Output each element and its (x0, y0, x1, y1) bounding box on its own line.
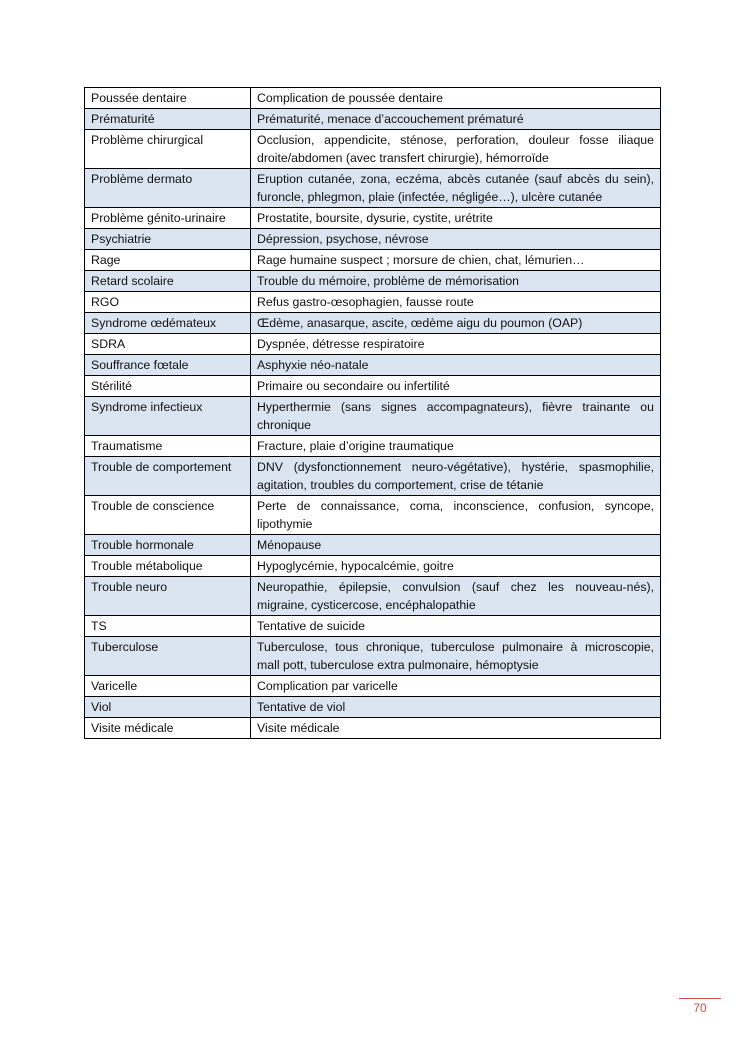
term-cell: Problème génito-urinaire (85, 208, 251, 229)
term-cell: Syndrome infectieux (85, 397, 251, 436)
table-row (85, 88, 661, 109)
description-cell: Prostatite, boursite, dysurie, cystite, urétrite (251, 208, 661, 229)
term-cell: TS (85, 616, 251, 637)
description-cell: Prématurité, menace d’accouchement prématuré (251, 109, 661, 130)
term-cell: Retard scolaire (85, 271, 251, 292)
classification-table (84, 87, 661, 739)
table-row (85, 718, 661, 739)
description-cell: Tentative de viol (251, 697, 661, 718)
term-cell: RGO (85, 292, 251, 313)
term-cell: Trouble de comportement (85, 457, 251, 496)
term-cell: Trouble neuro (85, 577, 251, 616)
description-cell: Eruption cutanée, zona, eczéma, abcès cutanée (sauf abcès du sein), furoncle, phlegmon, plaie (infectée, négligée…), ulcère cutanée (251, 169, 661, 208)
description-cell: Tentative de suicide (251, 616, 661, 637)
term-cell: Trouble hormonale (85, 535, 251, 556)
description-cell: Perte de connaissance, coma, inconscience, confusion, syncope, lipothymie (251, 496, 661, 535)
term-cell: Prématurité (85, 109, 251, 130)
description-cell: Complication par varicelle (251, 676, 661, 697)
page-number-rule (679, 998, 721, 999)
description-cell: Œdème, anasarque, ascite, œdème aigu du poumon (OAP) (251, 313, 661, 334)
description-cell: Rage humaine suspect ; morsure de chien, chat, lémurien… (251, 250, 661, 271)
term-cell: Poussée dentaire (85, 88, 251, 109)
table-row (85, 376, 661, 397)
table-row (85, 313, 661, 334)
term-cell: Traumatisme (85, 436, 251, 457)
table-row (85, 334, 661, 355)
table-row (85, 271, 661, 292)
description-cell: Trouble du mémoire, problème de mémorisation (251, 271, 661, 292)
description-cell: Primaire ou secondaire ou infertilité (251, 376, 661, 397)
description-cell: Occlusion, appendicite, sténose, perforation, douleur fosse iliaque droite/abdomen (avec transfert chirurgie), hémorroïde (251, 130, 661, 169)
term-cell: Problème dermato (85, 169, 251, 208)
table-row (85, 355, 661, 376)
table-row (85, 676, 661, 697)
description-cell: Complication de poussée dentaire (251, 88, 661, 109)
table-row (85, 535, 661, 556)
table-row (85, 130, 661, 169)
table-row (85, 292, 661, 313)
table-row (85, 637, 661, 676)
table-row (85, 457, 661, 496)
term-cell: Visite médicale (85, 718, 251, 739)
table-row (85, 556, 661, 577)
term-cell: Psychiatrie (85, 229, 251, 250)
term-cell: Rage (85, 250, 251, 271)
description-cell: Neuropathie, épilepsie, convulsion (sauf chez les nouveau-nés), migraine, cysticercose, encéphalopathie (251, 577, 661, 616)
description-cell: Asphyxie néo-natale (251, 355, 661, 376)
term-cell: Varicelle (85, 676, 251, 697)
page-number: 70 (693, 1001, 707, 1015)
table-row (85, 109, 661, 130)
table-row (85, 436, 661, 457)
term-cell: Syndrome œdémateux (85, 313, 251, 334)
description-cell: Ménopause (251, 535, 661, 556)
table-row (85, 616, 661, 637)
term-cell: Problème chirurgical (85, 130, 251, 169)
table-row (85, 208, 661, 229)
description-cell: Hyperthermie (sans signes accompagnateurs), fièvre trainante ou chronique (251, 397, 661, 436)
description-cell: Visite médicale (251, 718, 661, 739)
term-cell: Tuberculose (85, 637, 251, 676)
description-cell: Hypoglycémie, hypocalcémie, goitre (251, 556, 661, 577)
term-cell: Trouble de conscience (85, 496, 251, 535)
table-row (85, 169, 661, 208)
term-cell: Stérilité (85, 376, 251, 397)
description-cell: Dépression, psychose, névrose (251, 229, 661, 250)
table-row (85, 229, 661, 250)
description-cell: Dyspnée, détresse respiratoire (251, 334, 661, 355)
term-cell: Viol (85, 697, 251, 718)
description-cell: Refus gastro-œsophagien, fausse route (251, 292, 661, 313)
table-row (85, 577, 661, 616)
term-cell: SDRA (85, 334, 251, 355)
description-cell: DNV (dysfonctionnement neuro-végétative), hystérie, spasmophilie, agitation, troubles du comportement, crise de tétanie (251, 457, 661, 496)
table-row (85, 250, 661, 271)
term-cell: Souffrance fœtale (85, 355, 251, 376)
description-cell: Fracture, plaie d’origine traumatique (251, 436, 661, 457)
term-cell: Trouble métabolique (85, 556, 251, 577)
description-cell: Tuberculose, tous chronique, tuberculose pulmonaire à microscopie, mall pott, tuberculose extra pulmonaire, hémoptysie (251, 637, 661, 676)
table-row (85, 697, 661, 718)
table-row (85, 496, 661, 535)
table-row (85, 397, 661, 436)
